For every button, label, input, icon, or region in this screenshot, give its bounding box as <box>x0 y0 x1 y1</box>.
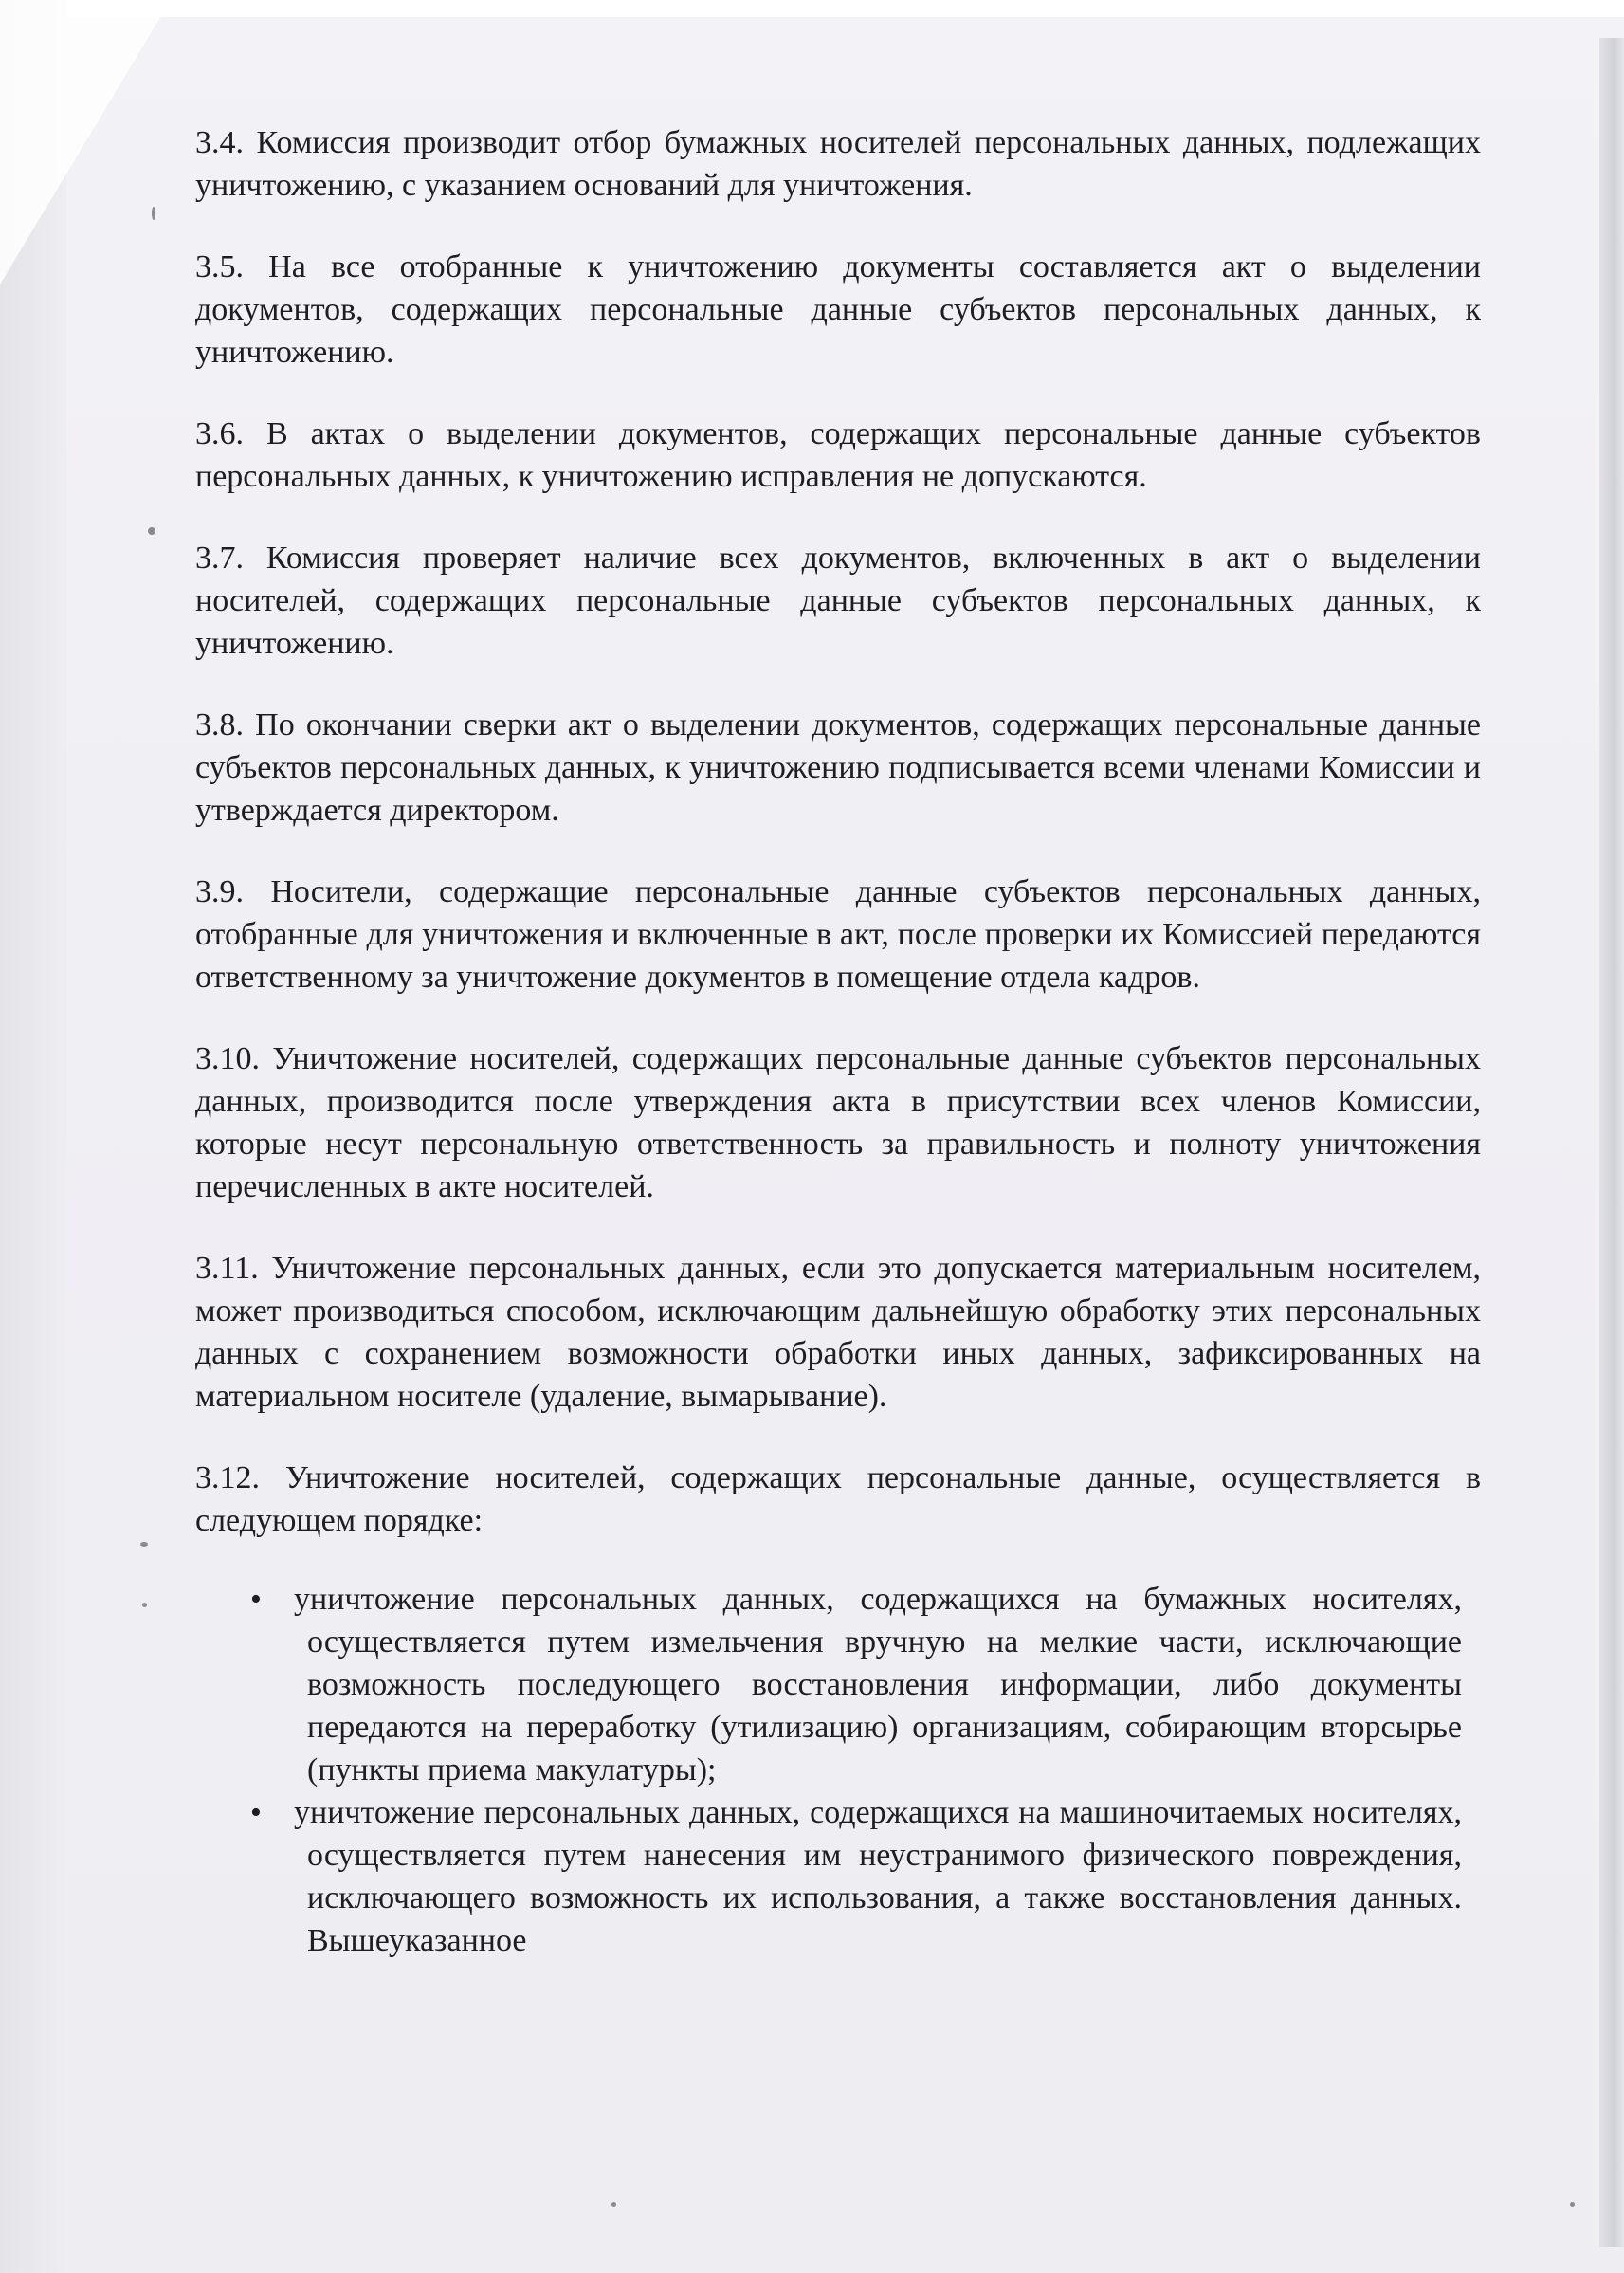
bullet-icon: • <box>250 1582 262 1617</box>
scan-speck <box>1570 2202 1575 2207</box>
list-item <box>250 1791 1462 1962</box>
paragraph-3-9: 3.9. Носители, содержащие персональные данные субъектов персональных данных, отобранные для уничтожения и включенные в акт, после проверки их Комиссией передаются ответственному за уничтожение документов в помещение отдела кадров. <box>195 874 1481 995</box>
scan-speck <box>140 1542 148 1547</box>
paragraph-3-5: 3.5. На все отобранные к уничтожению документы составляется акт о выделении документов, содержащих персональные данные субъектов персональных данных, к уничтожению. <box>195 249 1481 370</box>
scan-speck <box>142 1603 147 1607</box>
scan-speck <box>152 207 155 220</box>
bullet-icon: • <box>250 1795 262 1830</box>
paragraph-3-4: 3.4. Комиссия производит отбор бумажных носителей персональных данных, подлежащих уничтожению, с указанием оснований для уничтожения. <box>195 125 1481 203</box>
paragraph-3-12: 3.12. Уничтожение носителей, содержащих персональные данные, осуществляется в следующем порядке: <box>195 1460 1481 1538</box>
scan-speck <box>148 527 155 535</box>
list-item <box>250 1578 1462 1791</box>
scan-left-shadow <box>0 0 66 2273</box>
paragraph-3-6: 3.6. В актах о выделении документов, содержащих персональные данные субъектов персональных данных, к уничтожению исправления не допускаются. <box>195 416 1481 494</box>
scan-right-shadow <box>1599 38 1624 2247</box>
list-item-text: уничтожение персональных данных, содержащихся на бумажных носителях, осуществляется путем измельчения вручную на мелкие части, исключающие возможность последующего восстановления информации, либо документы передаются на переработку (утилизацию) организациям, собирающим вторсырье (пункты приема макулатуры); <box>294 1582 1462 1787</box>
paragraph-3-8: 3.8. По окончании сверки акт о выделении документов, содержащих персональные данные субъектов персональных данных, к уничтожению подписывается всеми членами Комиссии и утверждается директором. <box>195 707 1481 828</box>
bullet-list <box>195 1578 1481 1962</box>
list-item-text: уничтожение персональных данных, содержащихся на машиночитаемых носителях, осуществляется путем нанесения им неустранимого физического повреждения, исключающего возможность их использования, а также восстановления данных. Вышеуказанное <box>294 1795 1462 1958</box>
page-corner-fold <box>0 0 171 284</box>
scan-speck <box>611 2202 616 2207</box>
document-body <box>195 121 1481 1962</box>
paragraph-3-11: 3.11. Уничтожение персональных данных, если это допускается материальным носителем, может производиться способом, исключающим дальнейшую обработку этих персональных данных с сохранением возможности обработки иных данных, зафиксированных на материальном носителе (удаление, вымарывание). <box>195 1251 1481 1414</box>
paragraph-3-10: 3.10. Уничтожение носителей, содержащих персональные данные субъектов персональных данных, производится после утверждения акта в присутствии всех членов Комиссии, которые несут персональную ответственность за правильность и полноту уничтожения перечисленных в акте носителей. <box>195 1041 1481 1204</box>
paragraph-3-7: 3.7. Комиссия проверяет наличие всех документов, включенных в акт о выделении носителей, содержащих персональные данные субъектов персональных данных, к уничтожению. <box>195 541 1481 661</box>
scan-top-margin <box>0 0 1624 17</box>
